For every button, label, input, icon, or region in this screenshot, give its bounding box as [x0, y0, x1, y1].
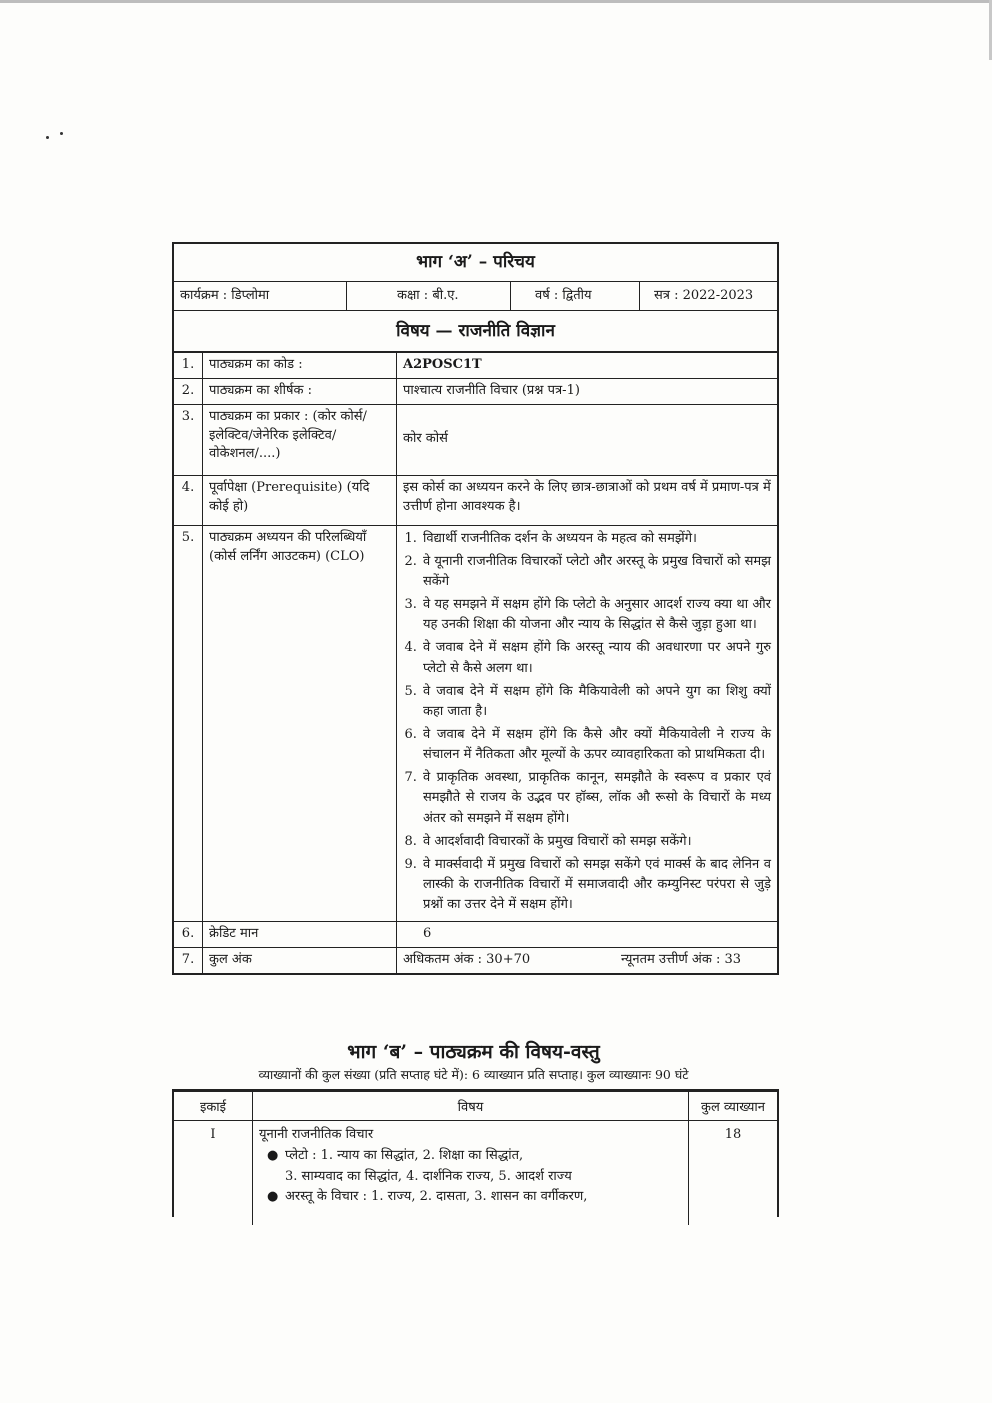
bullet-icon: ●	[267, 1189, 279, 1205]
table-row	[174, 353, 777, 379]
unit-topic-cell	[253, 1121, 689, 1226]
course-code: A2POSC1T	[397, 353, 778, 379]
part-a-table	[172, 242, 779, 975]
row-number: 5.	[174, 525, 203, 922]
row-label: पूर्वापेक्षा (Prerequisite) (यदि कोई हो)	[203, 475, 397, 525]
scan-speck	[60, 132, 63, 135]
row-label: क्रेडिट मान	[203, 922, 397, 948]
course-details-table	[174, 352, 777, 973]
scan-edge	[0, 0, 992, 3]
row-label: पाठ्यक्रम अध्ययन की परिलब्धियाँ (कोर्स लर्निंग आउटकम) (CLO)	[203, 525, 397, 922]
list-item: 3. वे यह समझने में सक्षम होंगे कि प्लेटो के अनुसार आदर्श राज्य क्या था और यह उनकी शिक्षा की योजना और न्याय के सिद्धांत से कैसे जुड़ा हुआ था।	[421, 595, 771, 635]
row-number: 6.	[174, 922, 203, 948]
syllabus-table	[174, 1091, 777, 1225]
unit-header: इकाई	[174, 1092, 253, 1121]
session-cell: सत्र : 2022-2023	[654, 288, 754, 303]
max-marks: अधिकतम अंक : 30+70	[403, 952, 531, 968]
row-number: 1.	[174, 353, 203, 379]
part-a-title: भाग ‘अ’ – परिचय	[174, 244, 777, 282]
clo-list	[403, 529, 771, 916]
scan-speck	[46, 136, 49, 139]
row-number: 2.	[174, 378, 203, 404]
table-row	[174, 922, 777, 948]
bullet-item: ● प्लेटो : 1. न्याय का सिद्धांत, 2. शिक्षा का सिद्धांत,	[259, 1146, 682, 1167]
table-row	[174, 525, 777, 922]
course-type: कोर कोर्स	[397, 404, 778, 475]
list-item: 6. वे जवाब देने में सक्षम होंगे कि कैसे और क्यों मैकियावेली ने राज्य के संचालन में नैतिकता और मूल्यों के ऊपर व्यावहारिकता को प्राथमिकता दी।	[421, 725, 771, 765]
program-cell: कार्यक्रम : डिप्लोमा	[174, 282, 347, 310]
credit-value: 6	[397, 922, 778, 948]
list-item: 5. वे जवाब देने में सक्षम होंगे कि मैकियावेली को अपने युग का शिशु क्यों कहा जाता है।	[421, 682, 771, 722]
topic-header: विषय	[253, 1092, 689, 1121]
list-item: 4. वे जवाब देने में सक्षम होंगे कि अरस्तू न्याय की अवधारणा पर अपने गुरु प्लेटो से कैसे अलग था।	[421, 638, 771, 678]
table-row	[174, 1121, 777, 1226]
clo-cell	[397, 525, 778, 922]
bullet-item: ● अरस्तू के विचार : 1. राज्य, 2. दासता, 3. शासन का वर्गीकरण,	[259, 1187, 682, 1208]
row-label: पाठ्यक्रम का प्रकार : (कोर कोर्स/इलेक्टिव/जेनेरिक इलेक्टिव/वोकेशनल/....)	[203, 404, 397, 475]
part-b-table	[172, 1089, 779, 1217]
meta-row	[174, 282, 777, 311]
subject-heading: विषय — राजनीति विज्ञान	[174, 311, 777, 352]
unit-number: I	[174, 1121, 253, 1226]
table-header-row	[174, 1092, 777, 1121]
row-number: 3.	[174, 404, 203, 475]
table-row	[174, 475, 777, 525]
bullet-icon: ●	[267, 1147, 279, 1163]
bullet-continuation: 3. साम्यवाद का सिद्धांत, 4. दार्शनिक राज्य, 5. आदर्श राज्य	[285, 1168, 572, 1184]
class-cell: कक्षा : बी.ए.	[347, 282, 511, 310]
unit-heading: यूनानी राजनीतिक विचार	[259, 1127, 374, 1142]
row-label: पाठ्यक्रम का शीर्षक :	[203, 378, 397, 404]
row-number: 7.	[174, 948, 203, 973]
list-item: 2. वे यूनानी राजनीतिक विचारकों प्लेटो और अरस्तू के प्रमुख विचारों को समझ सकेंगे	[421, 552, 771, 592]
part-b-title: भाग ‘ब’ – पाठ्यक्रम की विषय-वस्तु	[347, 1041, 600, 1063]
list-item: 7. वे प्राकृतिक अवस्था, प्राकृतिक कानून, समझौते के स्वरूप व प्रकार एवं समझौते से राजय के उद्भव पर हॉब्स, लॉक औ रूसो के विचारों के मध्य अंतर को समझने में सक्षम होंगे।	[421, 768, 771, 828]
list-item: 1. विद्यार्थी राजनीतिक दर्शन के अध्ययन के महत्व को समझेंगे।	[421, 529, 771, 549]
list-item: 9. वे मार्क्सवादी में प्रमुख विचारों को समझ सकेंगे एवं मार्क्स के बाद लेनिन व लास्की के राजनीतिक विचारों में समाजवादी और कम्युनिस्ट परंपरा से जुड़े प्रश्नों का उत्तर देने में सक्षम होंगे।	[421, 855, 771, 915]
row-label: कुल अंक	[203, 948, 397, 973]
marks-cell	[397, 948, 778, 973]
table-row	[174, 378, 777, 404]
lecture-count: 18	[724, 1127, 742, 1142]
min-marks: न्यूनतम उत्तीर्ण अंक : 33	[620, 952, 741, 968]
part-b-subtitle: व्याख्यानों की कुल संख्या (प्रति सप्ताह घंटे में): 6 व्याख्यान प्रति सप्ताह। कुल व्याख्यानः 90 घंटे	[258, 1067, 689, 1082]
prerequisite-text: इस कोर्स का अध्ययन करने के लिए छात्र-छात्राओं को प्रथम वर्ष में प्रमाण-पत्र में उत्तीर्ण होना आवश्यक है।	[397, 475, 778, 525]
table-row	[174, 404, 777, 475]
row-number: 4.	[174, 475, 203, 525]
lectures-header: कुल व्याख्यान	[689, 1092, 778, 1121]
row-label: पाठ्यक्रम का कोड :	[203, 353, 397, 379]
list-item: 8. वे आदर्शवादी विचारकों के प्रमुख विचारों को समझ सकेंगे।	[421, 832, 771, 852]
course-title: पाश्चात्य राजनीति विचार (प्रश्न पत्र-1)	[397, 378, 778, 404]
year-cell: वर्ष : द्वितीय	[511, 282, 640, 310]
table-row	[174, 948, 777, 973]
